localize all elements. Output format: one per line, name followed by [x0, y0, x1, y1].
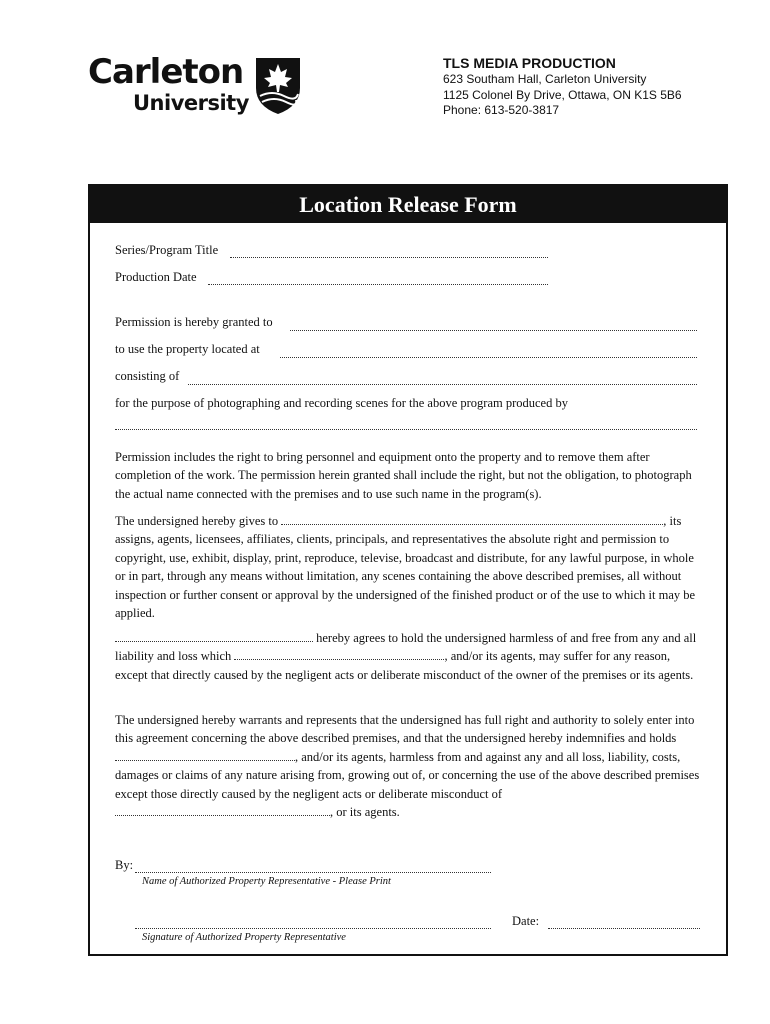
warranty-text-a: The undersigned hereby warrants and represents that the undersigned has full right and authority to solely enter into this agreement concerning the above described premises, and that the undersigned hereby indemnifies and holds [115, 713, 695, 746]
purpose-label: for the purpose of photographing and recording scenes for the above program produced by [115, 396, 568, 410]
harmless-party-field[interactable] [115, 630, 313, 642]
consisting-of-field[interactable] [188, 384, 697, 385]
permission-granted-to-field[interactable] [290, 330, 697, 331]
grantee-field[interactable] [281, 513, 663, 525]
grant-text-b: , its assigns, agents, licensees, affiliates, clients, principals, and representatives the absolute right and permission to copyright, use, exhibit, display, print, reproduce, televise, broadcast and distribute, for any lawful purpose, in whole or in part, through any means without limitation, any scenes containing the above described premises, all without inspection or further consent or approval by the undersigned of the finished product or of the use to which it may be applied. [115, 514, 696, 621]
company-address-2: 1125 Colonel By Drive, Ottawa, ON K1S 5B6 [443, 87, 682, 102]
representative-name-field[interactable] [135, 872, 491, 873]
warranty-text-c: , or its agents. [330, 805, 400, 820]
warranty-text-b: , and/or its agents, harmless from and against any and all loss, liability, costs, damages or claims of any nature arising from, growing out of, or concerning the use of the above described premises except those directly caused by the negligent acts or deliberate misconduct of [115, 749, 700, 801]
permission-label: Permission is hereby granted to [115, 315, 273, 329]
location-release-form [88, 184, 728, 956]
signature-date-field[interactable] [548, 928, 700, 929]
by-label: By: [115, 858, 134, 872]
company-phone: Phone: 613-520-3817 [443, 103, 560, 117]
signature-caption: Signature of Authorized Property Representative [142, 932, 346, 943]
signature-field[interactable] [135, 928, 491, 929]
property-location-field[interactable] [280, 357, 697, 358]
harmless-company-field[interactable] [234, 648, 444, 660]
grant-text-a: The undersigned hereby gives to [115, 514, 279, 528]
company-address-1: 623 Southam Hall, Carleton University [443, 72, 647, 86]
company-info [443, 54, 682, 119]
harmless-text-a: hereby agrees to hold the undersigned harmless of and free from any and all liability and loss which [115, 631, 697, 664]
produced-by-field[interactable] [115, 429, 697, 430]
property-location-label: to use the property located at [115, 342, 260, 356]
production-date-field[interactable] [208, 284, 548, 285]
paragraph-warranty [115, 711, 705, 821]
shield-icon [254, 54, 302, 116]
consisting-label: consisting of [115, 369, 180, 383]
logo-word-university: University [133, 91, 249, 115]
paragraph-permission: Permission includes the right to bring personnel and equipment onto the property and to remove them after completion of the work. The permission herein granted shall include the right, but not the obligation, to photograph the actual name connected with the premises and to use such name in the program(s). [115, 450, 692, 501]
harmless-text-b: , and/or its agents, may suffer for any reason, except that directly caused by the negligent acts or deliberate misconduct of the owner of the premises or its agents. [115, 649, 694, 682]
paragraph-harmless [115, 629, 705, 684]
paragraph-grant [115, 512, 705, 622]
production-date-label: Production Date [115, 270, 197, 284]
company-name: TLS MEDIA PRODUCTION [443, 55, 616, 71]
logo-word-carleton: Carleton [88, 52, 244, 92]
indemnified-party-field[interactable] [115, 749, 295, 761]
date-label: Date: [512, 914, 540, 928]
misconduct-party-field[interactable] [115, 804, 330, 816]
series-field[interactable] [230, 257, 548, 258]
name-caption: Name of Authorized Property Representative - Please Print [142, 876, 391, 887]
carleton-logo [88, 52, 308, 122]
series-label: Series/Program Title [115, 243, 219, 257]
form-title: Location Release Form [90, 186, 726, 223]
